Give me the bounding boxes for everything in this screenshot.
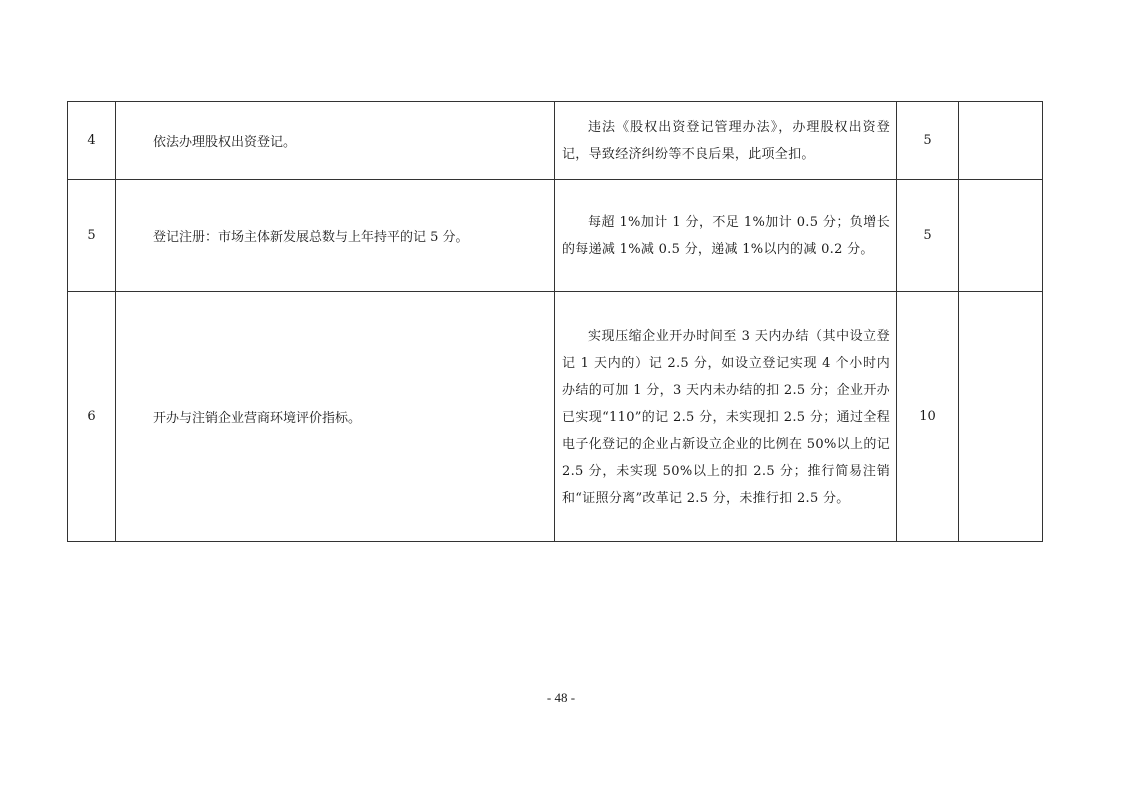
score-value: 10 — [897, 292, 959, 542]
table-row — [68, 180, 1043, 292]
scoring-table — [67, 101, 1043, 542]
row-number: 6 — [68, 292, 116, 542]
row-number: 5 — [68, 180, 116, 292]
score-value: 5 — [897, 180, 959, 292]
score-value: 5 — [897, 102, 959, 180]
scoring-rule: 实现压缩企业开办时间至 3 天内办结（其中设立登记 1 天内的）记 2.5 分，如设立登记实现 4 个小时内办结的可加 1 分，3 天内未办结的扣 2.5 分；企业开办已实现“110”的记 2.5 分，未实现扣 2.5 分；通过全程电子化登记的企业占新设立企业的比例在 50%以上的记 2.5 分，未实现 50%以上的扣 2.5 分；推行简易注销和“证照分离”改革记 2.5 分，未推行扣 2.5 分。 — [555, 292, 897, 542]
empty-cell — [959, 180, 1043, 292]
table-row — [68, 292, 1043, 542]
table-row — [68, 102, 1043, 180]
page-number: - 48 - — [546, 690, 576, 705]
item-description: 登记注册：市场主体新发展总数与上年持平的记 5 分。 — [116, 180, 555, 292]
scoring-rule: 每超 1%加计 1 分，不足 1%加计 0.5 分；负增长的每递减 1%减 0.5 分，递减 1%以内的减 0.2 分。 — [555, 180, 897, 292]
scoring-rule: 违法《股权出资登记管理办法》，办理股权出资登记，导致经济纠纷等不良后果，此项全扣。 — [555, 102, 897, 180]
row-number: 4 — [68, 102, 116, 180]
empty-cell — [959, 102, 1043, 180]
item-description: 依法办理股权出资登记。 — [116, 102, 555, 180]
empty-cell — [959, 292, 1043, 542]
item-description: 开办与注销企业营商环境评价指标。 — [116, 292, 555, 542]
